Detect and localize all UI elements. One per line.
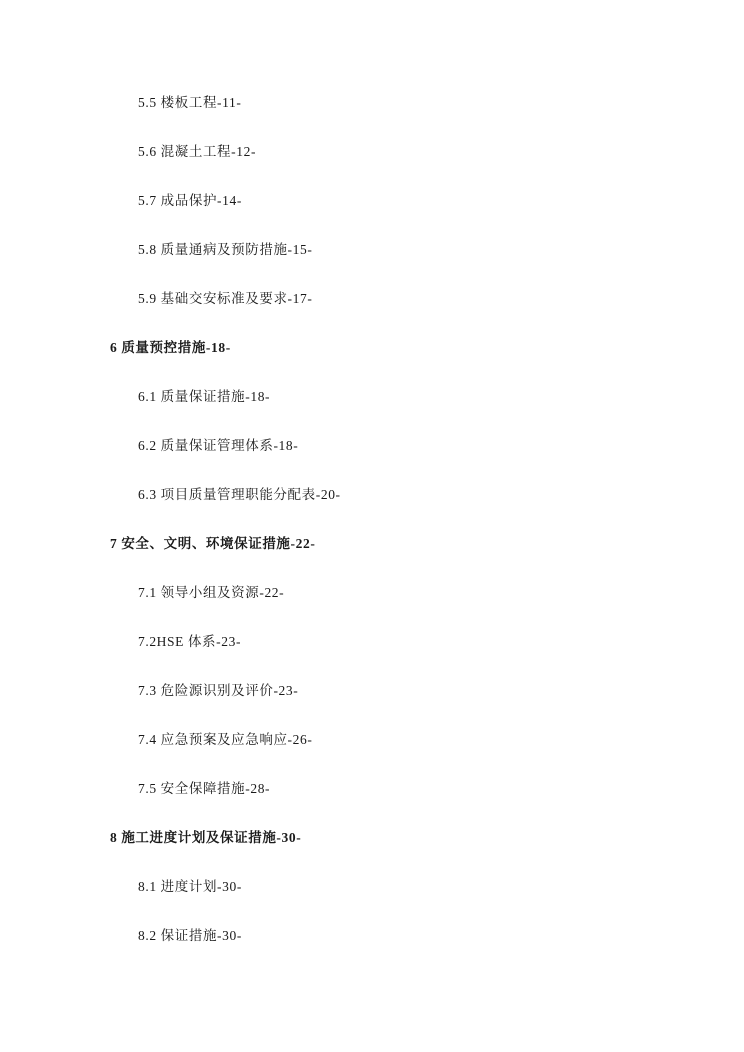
toc-entry[interactable]: 5.8 质量通病及预防措施-15-: [138, 242, 313, 257]
toc-entry[interactable]: 7.3 危险源识别及评价-23-: [138, 683, 299, 698]
toc-entry[interactable]: 8.1 进度计划-30-: [138, 879, 242, 894]
toc-entry[interactable]: 5.5 楼板工程-11-: [138, 95, 242, 110]
toc-entry[interactable]: 7.2HSE 体系-23-: [138, 634, 242, 649]
table-of-contents: [110, 96, 634, 943]
toc-entry[interactable]: 7.5 安全保障措施-28-: [138, 781, 271, 796]
toc-entry[interactable]: 7.1 领导小组及资源-22-: [138, 585, 285, 600]
toc-entry[interactable]: 5.6 混凝土工程-12-: [138, 144, 257, 159]
toc-entry[interactable]: 5.9 基础交安标准及要求-17-: [138, 291, 313, 306]
toc-entry[interactable]: 5.7 成品保护-14-: [138, 193, 242, 208]
toc-entry[interactable]: 7 安全、文明、环境保证措施-22-: [110, 536, 316, 551]
toc-entry[interactable]: 6.2 质量保证管理体系-18-: [138, 438, 299, 453]
toc-entry[interactable]: 7.4 应急预案及应急响应-26-: [138, 732, 313, 747]
toc-entry[interactable]: 6 质量预控措施-18-: [110, 340, 231, 355]
toc-entry[interactable]: 8.2 保证措施-30-: [138, 928, 242, 943]
toc-entry[interactable]: 6.3 项目质量管理职能分配表-20-: [138, 487, 341, 502]
toc-entry[interactable]: 8 施工进度计划及保证措施-30-: [110, 830, 302, 845]
toc-entry[interactable]: 6.1 质量保证措施-18-: [138, 389, 271, 404]
